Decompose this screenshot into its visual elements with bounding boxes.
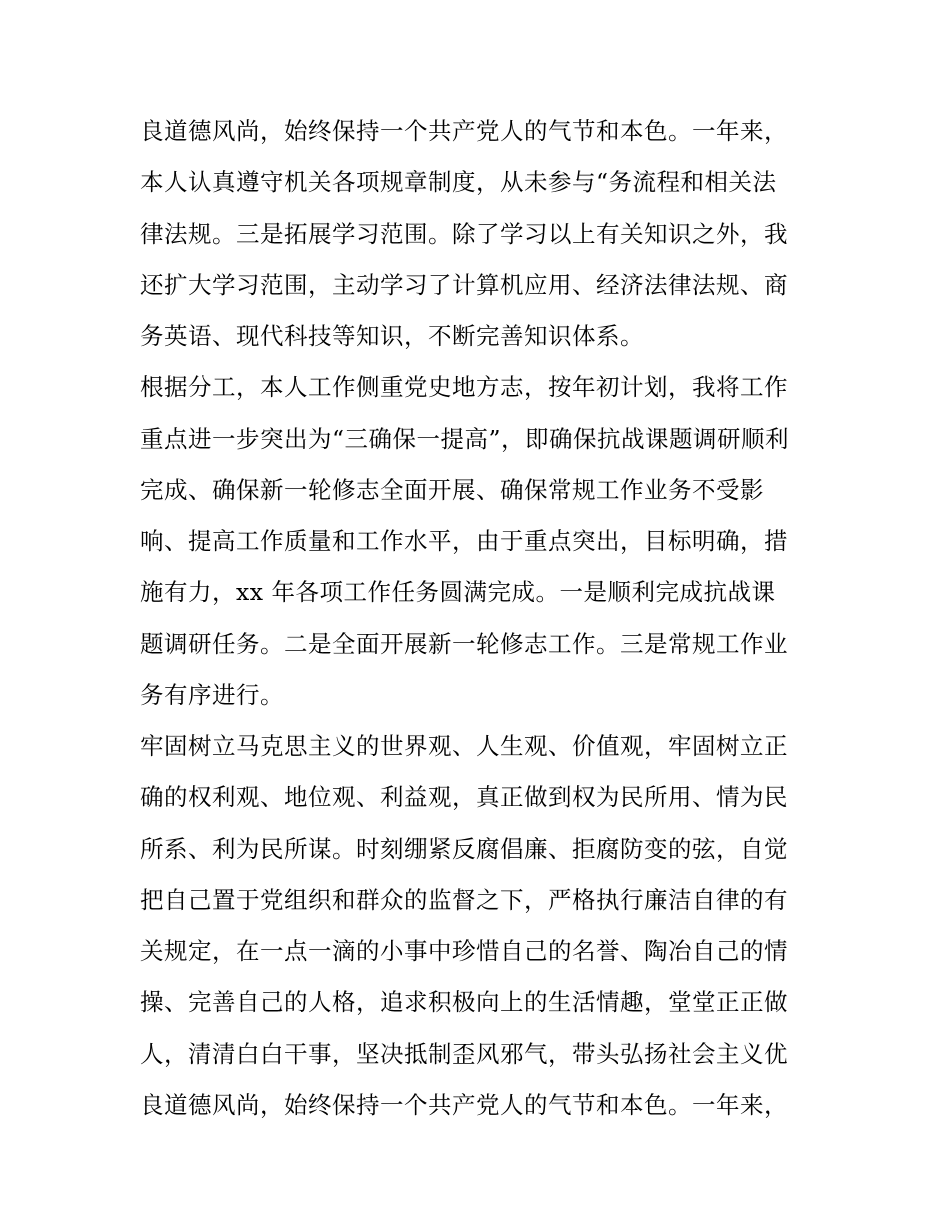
text-line: 所系、利为民所谋。时刻绷紧反腐倡廉、拒腐防变的弦，自觉 xyxy=(140,834,788,863)
text-line: 操、完善自己的人格，追求积极向上的生活情趣，堂堂正正做 xyxy=(140,988,788,1017)
text-line: 务英语、现代科技等知识，不断完善知识体系。 xyxy=(140,322,644,350)
text-line: 施有力，xx 年各项工作任务圆满完成。一是顺利完成抗战课 xyxy=(140,578,776,607)
text-line: 确的权利观、地位观、利益观，真正做到权为民所用、情为民 xyxy=(140,783,788,812)
document-body xyxy=(140,106,830,1131)
text-line: 人，清清白白干事，坚决抵制歪风邪气，带头弘扬社会主义优 xyxy=(140,1039,788,1068)
text-line: 把自己置于党组织和群众的监督之下，严格执行廉洁自律的有 xyxy=(140,885,788,914)
text-line: 良道德风尚，始终保持一个共产党人的气节和本色。一年来， xyxy=(140,117,788,145)
text-line: 律法规。三是拓展学习范围。除了学习以上有关知识之外，我 xyxy=(140,219,788,248)
text-line: 完成、确保新一轮修志全面开展、确保常规工作业务不受影 xyxy=(140,475,764,504)
text-line: 还扩大学习范围，主动学习了计算机应用、经济法律法规、商 xyxy=(140,270,788,299)
text-line: 牢固树立马克思主义的世界观、人生观、价值观，牢固树立正 xyxy=(140,732,788,760)
text-line: 根据分工，本人工作侧重党史地方志，按年初计划，我将工作 xyxy=(140,373,788,402)
text-line: 响、提高工作质量和工作水平，由于重点突出，目标明确，措 xyxy=(140,527,788,555)
text-line: 本人认真遵守机关各项规章制度，从未参与“务流程和相关法 xyxy=(140,168,777,197)
text-line: 题调研任务。二是全面开展新一轮修志工作。三是常规工作业 xyxy=(140,629,788,658)
text-line: 良道德风尚，始终保持一个共产党人的气节和本色。一年来， xyxy=(140,1090,788,1119)
text-line: 重点进一步突出为“三确保一提高”，即确保抗战课题调研顺利 xyxy=(140,424,790,453)
text-line: 务有序进行。 xyxy=(140,680,284,709)
text-line: 关规定，在一点一滴的小事中珍惜自己的名誉、陶冶自己的情 xyxy=(140,937,788,965)
